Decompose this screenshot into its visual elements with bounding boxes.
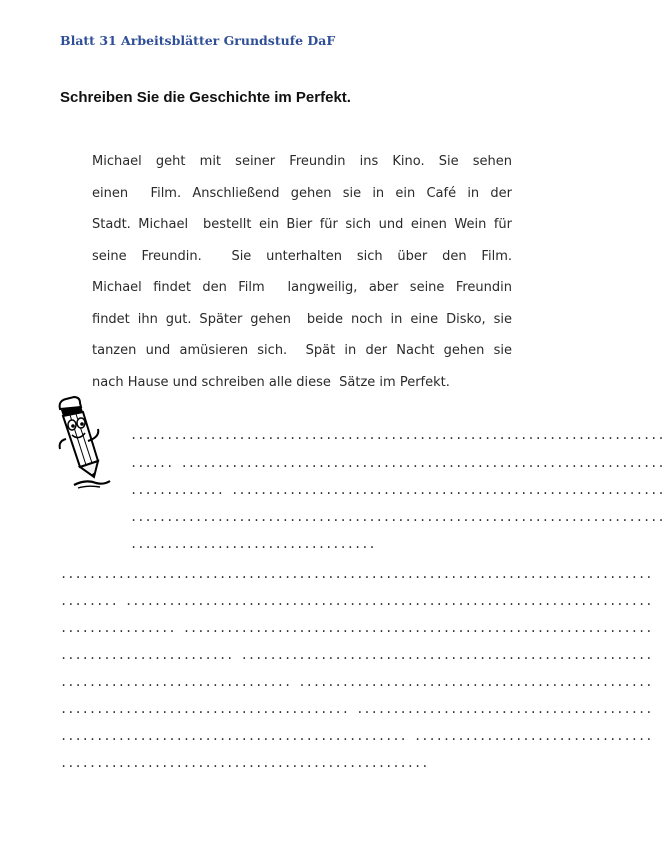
answer-line-6[interactable]: ........................................ ......................................... <box>60 702 653 716</box>
story-line-3: Stadt. Michael bestellt ein Bier für sich und einen Wein für <box>92 217 512 232</box>
answer-line-short-3[interactable]: ............. ............................................................ <box>130 483 665 497</box>
pencil-icon <box>52 395 114 495</box>
answer-line-7[interactable]: ................................................ ................................. <box>60 729 653 743</box>
answer-line-3[interactable]: ................ ................................................................. <box>60 621 653 635</box>
story-line-7: tanzen und amüsieren sich. Spät in der Nacht gehen sie <box>92 343 512 358</box>
story-line-2: einen Film. Anschließend gehen sie in ein Café in der <box>92 185 512 201</box>
story-text <box>92 146 512 398</box>
story-line-6: findet ihn gut. Später gehen beide noch in eine Disko, sie <box>92 311 512 327</box>
answer-line-4[interactable]: ........................ ......................................................... <box>60 648 653 662</box>
answer-line-short-4[interactable]: .......................................................................... <box>130 510 665 524</box>
answer-line-short-2[interactable]: ...... ................................................................... <box>130 456 665 470</box>
answer-line-short-1[interactable]: .......................................................................... <box>130 428 665 442</box>
answer-line-short-5[interactable]: .................................. <box>130 537 376 551</box>
answer-line-5[interactable]: ................................ ................................................. <box>60 675 653 689</box>
story-line-5: Michael findet den Film langweilig, aber seine Freundin <box>92 280 512 295</box>
answer-line-2[interactable]: ........ ......................................................................... <box>60 594 653 608</box>
task-title: Schreiben Sie die Geschichte im Perfekt. <box>60 89 351 106</box>
story-line-1: Michael geht mit seiner Freundin ins Kino. Sie sehen <box>92 154 512 169</box>
answer-line-1[interactable]: .................................................................................. <box>60 567 653 581</box>
story-line-8: nach Hause und schreiben alle diese Sätze im Perfekt. <box>92 374 450 390</box>
story-line-4: seine Freundin. Sie unterhalten sich über den Film. <box>92 248 512 264</box>
answer-line-8[interactable]: ................................................... <box>60 756 429 770</box>
worksheet-header: Blatt 31 Arbeitsblätter Grundstufe DaF <box>60 33 336 48</box>
